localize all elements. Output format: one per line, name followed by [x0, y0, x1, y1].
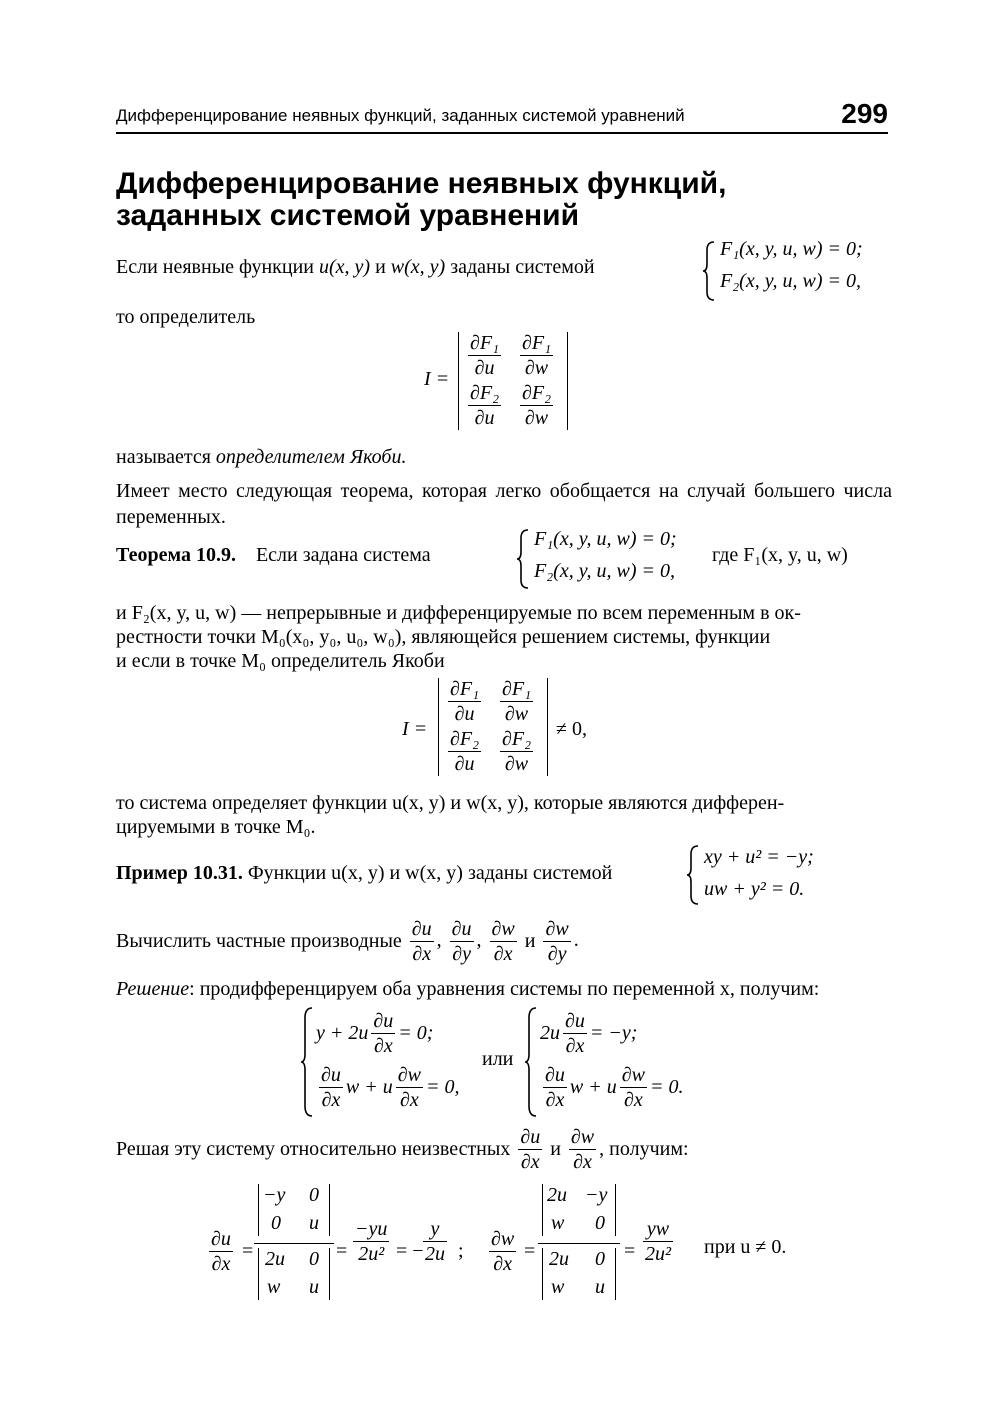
equals-b2: = [624, 1240, 636, 1262]
theorem-where: где F₁(x, y, u, w) [712, 544, 848, 566]
section-title-line-1: Дифференцирование неявных функций, [116, 167, 727, 200]
theorem-line-2: и F₂(x, y, u, w) — непрерывные и дифференцируемые по всем переменным в ок- [116, 602, 801, 624]
condition-text: при u ≠ 0. [704, 1236, 787, 1258]
theorem-system-eq1: F₁(x, y, u, w) = 0; [534, 528, 677, 550]
jacobian-label: I = [424, 368, 450, 390]
theorem-line-4: и если в точке M₀ определитель Якоби [116, 650, 445, 672]
running-title: Дифференцирование неявных функций, заданных системой уравнений [116, 106, 685, 125]
du-dx-fraction: $\frac{\partial u}{\partial x}$ [211, 1228, 231, 1275]
jacobian-definition: называется определителем Якоби. [116, 446, 407, 468]
solution-system-b-eq1: 2u $\frac{\partial u}{\partial x}$ = −y; [540, 1010, 638, 1057]
dw-dx-fraction: $\frac{\partial w}{\partial x}$ [491, 1228, 515, 1275]
solution-system-b-eq2: $\frac{\partial u}{\partial x}$ w + u $\frac{\partial w}{\partial x}$ = 0. [545, 1064, 684, 1111]
example-system-eq2: uw + y² = 0. [704, 878, 805, 900]
result-b-fraction: $\frac{yw}{\text{2u²}}$ [645, 1218, 671, 1265]
jacobian-determinant: $\frac{\text{∂F₁}}{\partial u}$ $\frac{\text{∂F₁}}{\partial w}$ $\frac{\text{∂F₂}}{\partial u}$ $\frac{\text{∂F₂}}{\partial w}$ [458, 332, 568, 430]
equals-a1: = [242, 1240, 254, 1262]
example-lead: Пример 10.31. Функции u(x, y) и w(x, y) заданы системой [116, 862, 613, 884]
remark-paragraph: Имеет место следующая теорема, которая легко обобщается на случай большего числа переменных. [116, 480, 892, 528]
solution-label: Решение [116, 978, 190, 1000]
theorem-jacobian-determinant: $\frac{\text{∂F₁}}{\partial u}$ $\frac{\text{∂F₁}}{\partial w}$ $\frac{\text{∂F₂}}{\partial u}$ $\frac{\text{∂F₂}}{\partial w}$ [438, 678, 548, 776]
equals-minus: = − [396, 1240, 424, 1262]
intro-system-eq2: F₂(x, y, u, w) = 0, [720, 270, 861, 292]
solution-system-a-brace [300, 1006, 314, 1118]
result-a-fraction: $\frac{-yu}{\text{2u²}}$ [355, 1218, 388, 1265]
theorem-conclusion-1: то система определяет функции u(x, y) и w(x, y), которые являются дифферен- [116, 792, 785, 814]
theorem-neq-zero: ≠ 0, [556, 718, 587, 740]
page-number: 299 [841, 98, 888, 129]
theorem-jacobian-label: I = [402, 718, 428, 740]
theorem-system-brace [516, 528, 530, 590]
intro-system-brace [702, 240, 716, 302]
det-a-denominator: 2u 0 w u [258, 1248, 330, 1300]
solution-lead: Решение: продифференцируем оба уравнения системы по переменной x, получим: [116, 978, 820, 1000]
equals-a2: = [336, 1240, 348, 1262]
det-a-fraction-bar [254, 1243, 334, 1244]
example-system-brace [686, 844, 700, 906]
example-task: Вычислить частные производные $\frac{\partial u}{\partial x}$ , $\frac{\partial u}{\partial y}$ , $\frac{\partial w}{\partial x}$ и $\frac{\partial w}{\partial y}$ . [116, 918, 579, 965]
det-a-numerator: −y 0 0 u [258, 1184, 330, 1236]
intro-system-eq1: F₁(x, y, u, w) = 0; [720, 238, 863, 260]
then-determinant-text: то определитель [116, 306, 256, 328]
semicolon: ; [458, 1240, 464, 1262]
det-b-numerator: 2u −y w 0 [542, 1184, 616, 1236]
equals-b1: = [524, 1240, 536, 1262]
solving-sentence: Решая эту систему относительно неизвестных $\frac{\partial u}{\partial x}$ и $\frac{\partial w}{\partial x}$ , получим: [116, 1126, 689, 1173]
theorem-conclusion-2: цируемыми в точке M₀. [116, 816, 316, 838]
example-system-eq1: xy + u² = −y; [704, 846, 814, 868]
theorem-lead: Теорема 10.9. Если задана система [116, 544, 431, 566]
section-title [116, 168, 896, 232]
or-word: или [482, 1048, 514, 1070]
det-b-denominator: 2u 0 w u [542, 1248, 616, 1300]
theorem-system-eq2: F₂(x, y, u, w) = 0, [534, 560, 675, 582]
intro-sentence: Если неявные функции u(x, y) и w(x, y) заданы системой [116, 256, 595, 278]
section-title-line-2: заданных системой уравнений [116, 199, 580, 232]
result-a2-fraction: $\frac{y}{2u}$ [425, 1218, 445, 1265]
theorem-label: Теорема 10.9. [116, 544, 236, 566]
theorem-line-3: рестности точки M₀(x₀, y₀, u₀, w₀), являющейся решением системы, функции [116, 626, 771, 648]
example-label: Пример 10.31. [116, 862, 243, 884]
solution-system-b-brace [524, 1006, 538, 1118]
det-b-fraction-bar [538, 1243, 620, 1244]
running-head [116, 100, 888, 134]
solution-system-a-eq2: $\frac{\partial u}{\partial x}$ w + u $\frac{\partial w}{\partial x}$ = 0, [321, 1064, 460, 1111]
solution-system-a-eq1: y + 2u $\frac{\partial u}{\partial x}$ = 0; [316, 1010, 434, 1057]
